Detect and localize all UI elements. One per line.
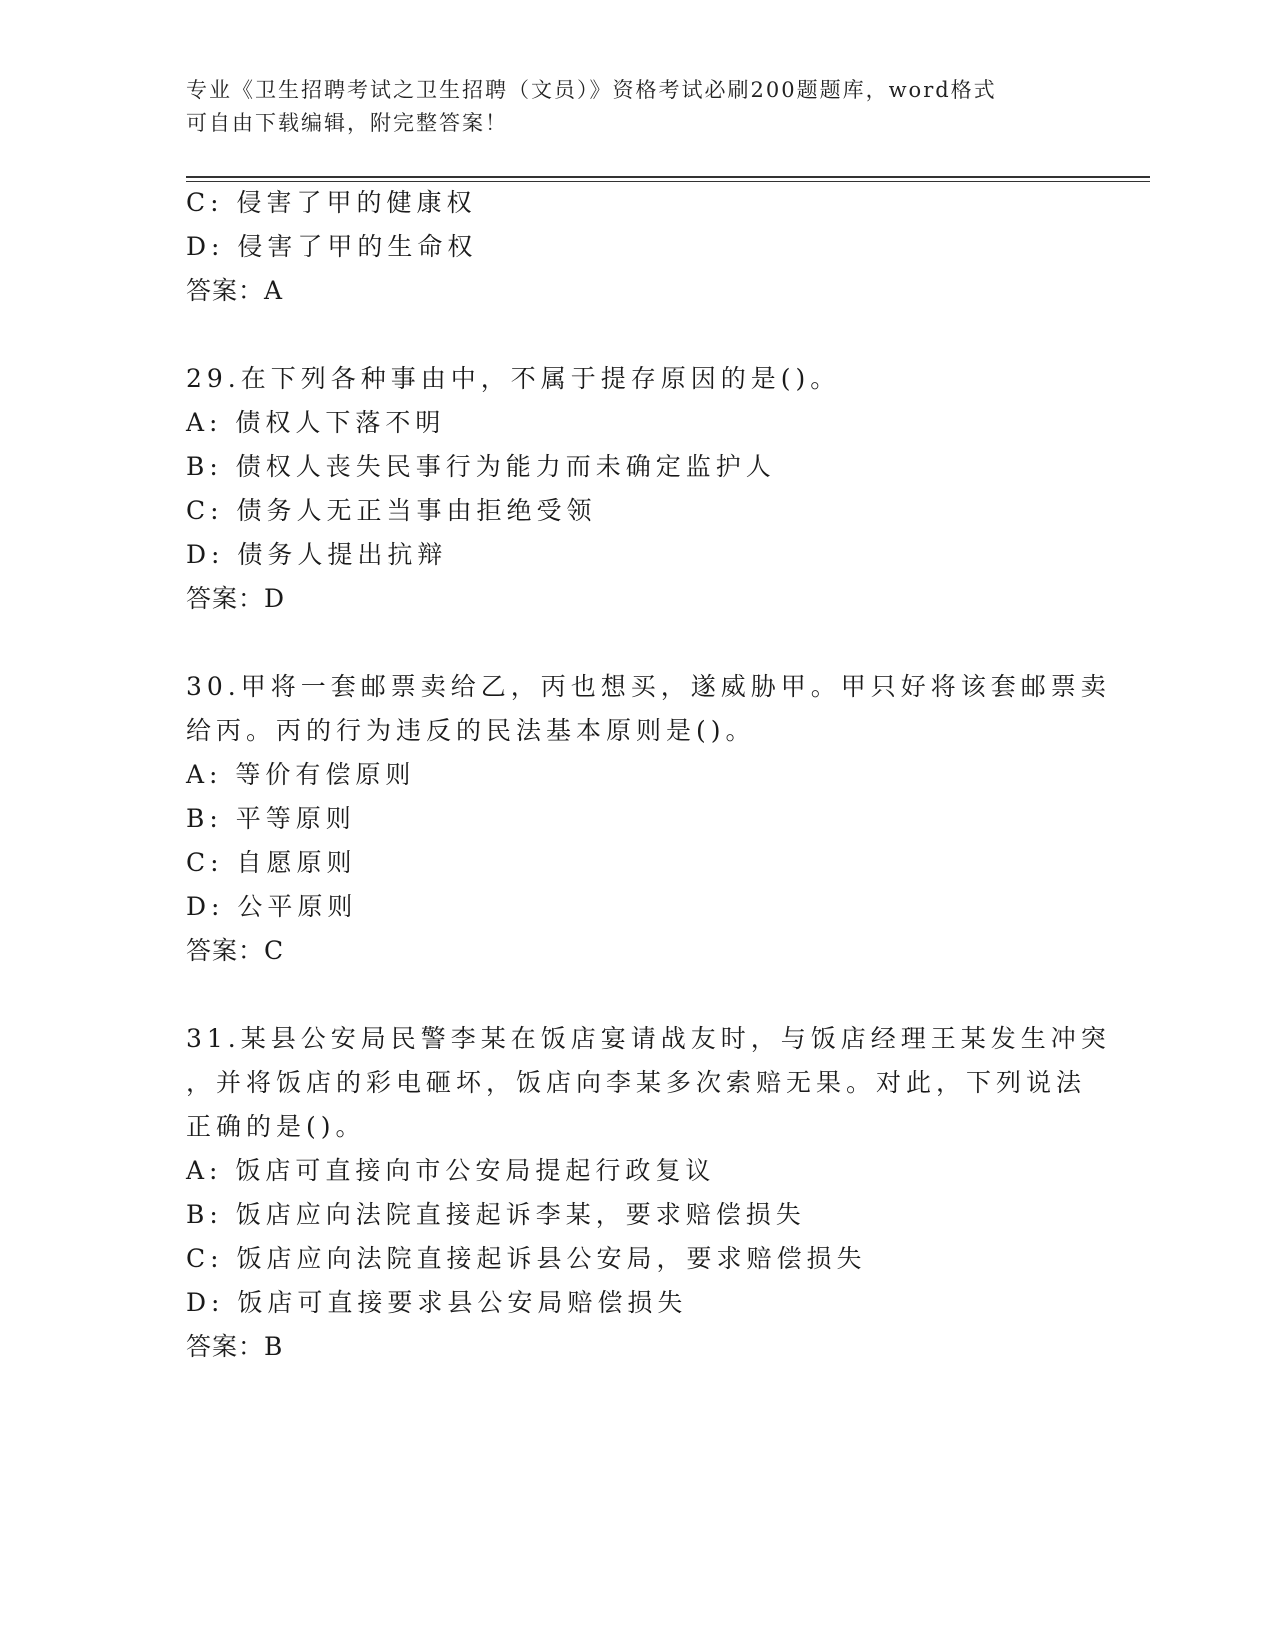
document-header (186, 74, 1076, 140)
header-divider-thick (186, 176, 1150, 178)
header-line-2: 可自由下载编辑，附完整答案！ (186, 111, 508, 135)
q29-option-b: B: 债权人丧失民事行为能力而未确定监护人 (186, 452, 776, 481)
q30-option-d: D: 公平原则 (186, 892, 358, 921)
q29-answer: 答案：D (186, 584, 286, 613)
q31-option-d: D: 饭店可直接要求县公安局赔偿损失 (186, 1288, 688, 1317)
q29-option-a: A: 债权人下落不明 (186, 408, 446, 437)
q29-option-d: D: 债务人提出抗辩 (186, 540, 448, 569)
header-line-1: 专业《卫生招聘考试之卫生招聘（文员）》资格考试必刷200题题库，word格式 (186, 78, 997, 102)
q31-answer: 答案：B (186, 1332, 284, 1361)
q30-option-b: B: 平等原则 (186, 804, 356, 833)
q30-option-a: A: 等价有偿原则 (186, 760, 416, 789)
q30-stem-line-2: 给丙。丙的行为违反的民法基本原则是()。 (186, 716, 756, 745)
q28-answer: 答案：A (186, 276, 284, 305)
q30-option-c: C: 自愿原则 (186, 848, 357, 877)
q31-stem-line-3: 正确的是()。 (186, 1112, 366, 1141)
q29-stem: 29.在下列各种事由中，不属于提存原因的是()。 (186, 364, 841, 393)
q31-option-a: A: 饭店可直接向市公安局提起行政复议 (186, 1156, 716, 1185)
q31-option-c: C: 饭店应向法院直接起诉县公安局，要求赔偿损失 (186, 1244, 867, 1273)
q28-option-c: C: 侵害了甲的健康权 (186, 188, 477, 217)
q31-stem-line-1: 31.某县公安局民警李某在饭店宴请战友时，与饭店经理王某发生冲突 (186, 1024, 1111, 1053)
q30-answer: 答案：C (186, 936, 285, 965)
q28-option-d: D: 侵害了甲的生命权 (186, 232, 478, 261)
q30-stem-line-1: 30.甲将一套邮票卖给乙，丙也想买，遂威胁甲。甲只好将该套邮票卖 (186, 672, 1111, 701)
q31-stem-line-2: ，并将饭店的彩电砸坏，饭店向李某多次索赔无果。对此，下列说法 (186, 1068, 1087, 1097)
q29-option-c: C: 债务人无正当事由拒绝受领 (186, 496, 597, 525)
q31-option-b: B: 饭店应向法院直接起诉李某，要求赔偿损失 (186, 1200, 806, 1229)
